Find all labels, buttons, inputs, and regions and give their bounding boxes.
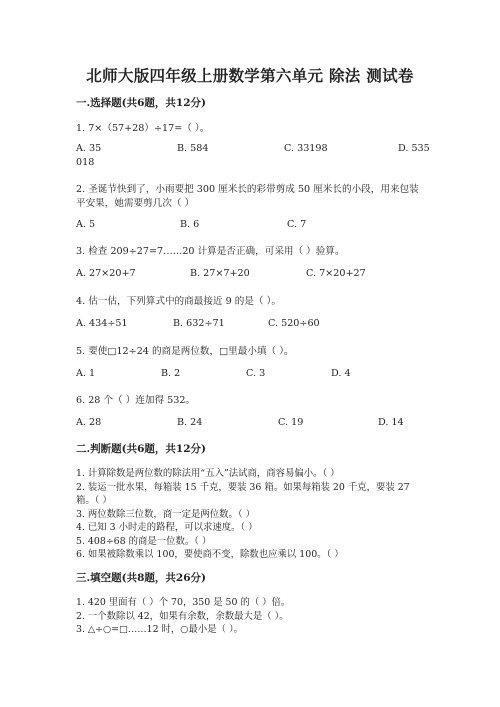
question-1-option-a: A. 35	[76, 143, 102, 154]
judgment-line-4: 4. 已知 3 小时走的路程，可以求速度。（ ）	[76, 522, 258, 533]
question-1-option-c: C. 33198	[284, 143, 328, 154]
page-title: 北师大版四年级上册数学第六单元 除法 测试卷	[86, 66, 414, 85]
question-5-option-a: A. 1	[76, 368, 96, 379]
question-2-option-a: A. 5	[76, 219, 96, 230]
question-6-option-b: B. 24	[177, 417, 203, 428]
question-2-option-b: B. 6	[180, 219, 200, 230]
question-2-option-c: C. 7	[287, 219, 307, 230]
question-4-option-c: C. 520÷60	[268, 318, 320, 329]
question-6-option-a: A. 28	[76, 417, 102, 428]
question-5-stem: 5. 要使□12÷24 的商是两位数，□里最小填（ ）。	[76, 346, 294, 357]
question-5-option-b: B. 2	[161, 368, 181, 379]
question-3-option-b: B. 27×7+20	[190, 268, 250, 279]
fill-blank-line-2: 2. 一个数除以 42，如果有余数，余数最大是（ ）。	[76, 611, 289, 622]
question-1-stem: 1. 7×（57+28）÷17=（ ）。	[76, 123, 210, 134]
judgment-line-3: 3. 两位数除三位数，商一定是两位数。（ ）	[76, 509, 255, 520]
question-5-option-d: D. 4	[331, 368, 351, 379]
question-1-option-b: B. 584	[177, 143, 209, 154]
question-3-option-a: A. 27×20+7	[76, 268, 136, 279]
judgment-line-2-continuation: 箱。（ ）	[76, 495, 112, 506]
question-3-stem: 3. 检查 209÷27=7……20 计算是否正确，可采用（ ）验算。	[76, 246, 345, 257]
judgment-line-6: 6. 如果被除数乘以 100，要使商不变，除数也应乘以 100。（ ）	[76, 549, 344, 560]
fill-blank-line-1: 1. 420 里面有（ ）个 70，350 是 50 的（ ）倍。	[76, 597, 291, 608]
judgment-line-1: 1. 计算除数是两位数的除法用“五入”法试商，商容易偏小。（ ）	[76, 468, 340, 479]
question-4-option-b: B. 632÷71	[173, 318, 225, 329]
section-heading-fill-blank: 三.填空题(共8题，共26分)	[76, 572, 207, 584]
section-heading-choice: 一.选择题(共6题，共12分)	[76, 97, 207, 109]
question-6-stem: 6. 28 个（ ）连加得 532。	[76, 395, 196, 406]
fill-blank-line-3: 3. △÷○=□……12 时，○最小是（ ）。	[76, 624, 244, 635]
judgment-line-2: 2. 装运一批水果，每箱装 15 千克，要装 36 箱。如果每箱装 20 千克，要装 27	[76, 482, 410, 493]
question-6-option-c: C. 19	[278, 417, 304, 428]
question-2-stem-line-1: 2. 圣诞节快到了，小雨要把 300 厘米长的彩带剪成 50 厘米长的小段，用来包装	[76, 184, 419, 195]
question-3-option-c: C. 7×20+27	[306, 268, 366, 279]
question-1-option-d-continuation: 018	[76, 157, 95, 168]
section-heading-judgment: 二.判断题(共6题，共12分)	[76, 443, 207, 455]
judgment-line-5: 5. 408÷68 的商是一位数。（ ）	[76, 536, 212, 547]
question-2-stem-line-2: 平安果，她需要剪几次（ ）	[76, 198, 195, 209]
question-1-option-d: D. 535	[398, 143, 430, 154]
question-4-stem: 4. 估一估，下列算式中的商最接近 9 的是（ ）。	[76, 296, 281, 307]
question-6-option-d: D. 14	[378, 417, 404, 428]
question-5-option-c: C. 3	[246, 368, 266, 379]
question-4-option-a: A. 434÷51	[76, 318, 128, 329]
